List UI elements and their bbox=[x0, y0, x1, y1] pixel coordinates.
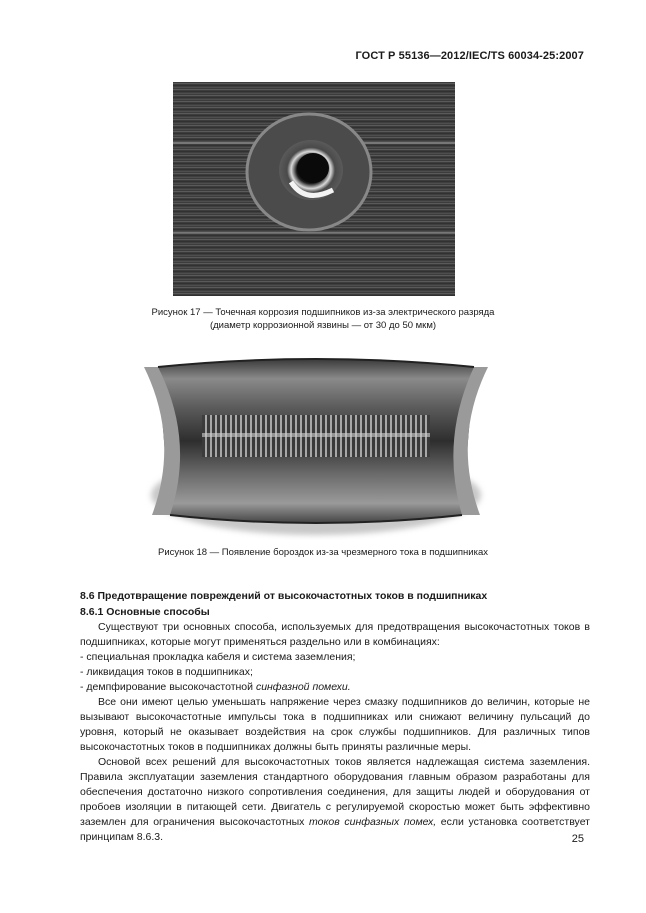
page-number: 25 bbox=[571, 833, 584, 845]
figure-17-photo bbox=[173, 82, 455, 296]
figure-18-caption: Рисунок 18 — Появление бороздок из-за чрезмерного тока в подшипниках bbox=[157, 547, 489, 558]
list-item-1: - специальная прокладка кабеля и система заземления; bbox=[80, 651, 356, 663]
paragraph-2: Все они имеют целью уменьшать напряжение через смазку подшипников до величин, которые не вызывают высокочастотные импульсы тока в подшипниках или снижают величину пульсаций до уровня, который не оказывает воздействия на срок службы подшипников. Для различных типов высокочастотных токов в подшипниках должны быть приняты различные меры. bbox=[80, 696, 590, 753]
paragraph-3-italic: токов синфазных помех, bbox=[309, 816, 437, 828]
figure-18-photo bbox=[140, 345, 492, 540]
subsection-heading: 8.6.1 Основные способы bbox=[80, 606, 210, 618]
figure-17-caption-line2: (диаметр коррозионной язвины — от 30 до 50 мкм) bbox=[209, 319, 437, 331]
paragraph-1: Существуют три основных способа, используемых для предотвращения высокочастотных токов в подшипниках, которые могут применяться раздельно или в комбинациях: bbox=[80, 621, 590, 648]
list-item-3-italic: синфазной помехи. bbox=[255, 681, 351, 693]
document-header: ГОСТ Р 55136—2012/IEC/TS 60034-25:2007 bbox=[355, 50, 584, 62]
figure-17-caption-line1: Рисунок 17 — Точечная коррозия подшипников из-за электрического разряда bbox=[151, 307, 495, 318]
paragraph-3-end: если установка соответствует принципам 8.6.3. bbox=[80, 816, 590, 843]
paragraph-3 bbox=[80, 755, 590, 845]
paragraph-3-text: Основой всех решений для высокочастотных токов является надлежащая система заземления. Правила эксплуатации заземления стандартного оборудования главным образом разработаны для обеспечения достаточно низкого сопротивления соединения, для защиты людей и оборудования от пробоев изоляции в питающей сети. Двигатель с регулируемой скоростью может быть эффективно заземлен для ограничения высокочастотных bbox=[80, 756, 590, 828]
section-heading: 8.6 Предотвращение повреждений от высокочастотных токов в подшипниках bbox=[80, 590, 488, 602]
list-item-2: - ликвидация токов в подшипниках; bbox=[80, 666, 253, 678]
list-item-3-text: - демпфирование высокочастотной bbox=[80, 681, 256, 693]
figure-17-caption bbox=[80, 307, 566, 332]
list-item-3 bbox=[80, 680, 590, 695]
section-8-6 bbox=[80, 589, 590, 845]
